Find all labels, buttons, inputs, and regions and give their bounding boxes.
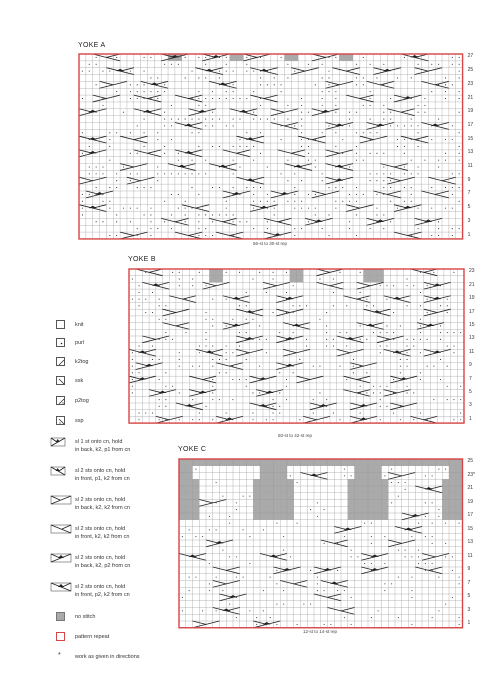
cable-2-2-right-purl-icon	[50, 553, 72, 563]
yoke-c-title: YOKE C	[178, 446, 207, 453]
yoke-b-caption: 50-st to 42-st rep	[277, 433, 313, 438]
row-number: 3	[467, 217, 471, 224]
ssp-symbol-icon	[56, 416, 65, 425]
row-number: 5	[469, 388, 472, 395]
row-number: 11	[467, 163, 473, 170]
k2tog-symbol-icon	[56, 357, 65, 366]
row-number: 7	[469, 375, 472, 382]
row-number: 5	[467, 204, 471, 211]
row-number: 9	[467, 176, 471, 183]
row-number: 7	[467, 579, 471, 586]
legend-label: k2tog	[75, 359, 89, 365]
yoke-b-chart	[128, 268, 465, 424]
yoke-a-caption: 56-st to 30-st rep	[252, 241, 288, 246]
legend-label: no stitch	[75, 614, 96, 620]
chartB-grid	[128, 268, 465, 424]
legend-label: knit	[75, 322, 84, 328]
legend-label: sl 1 st onto cn, hold in back, k2, p1 from cn	[75, 439, 131, 453]
chartC-grid	[178, 458, 464, 629]
legend-label: ssk	[75, 378, 84, 384]
row-number: 13	[467, 539, 474, 546]
row-number: 23*	[467, 471, 476, 478]
cable-2-2-left-purl-icon	[50, 582, 72, 592]
legend-label: sl 2 sts onto cn, hold in back, k2, p2 from cn	[75, 555, 131, 569]
yoke-c-chart	[178, 458, 464, 629]
row-number: 19	[469, 295, 475, 302]
row-number: 17	[467, 512, 474, 519]
row-number: 1	[467, 620, 471, 627]
p2tog-symbol-icon	[56, 396, 65, 405]
legend-label: work as given in directions	[75, 654, 140, 660]
yoke-b-title: YOKE B	[128, 256, 156, 263]
row-number: 19	[467, 108, 474, 115]
row-number: 25	[467, 458, 474, 465]
no-stitch-icon	[56, 612, 65, 621]
row-number: 13	[467, 149, 474, 156]
legend-label: sl 2 sts onto cn, hold in front, p2, k2 from cn	[75, 584, 130, 598]
row-number: 7	[467, 190, 471, 197]
row-number: 19	[467, 498, 474, 505]
row-number: 5	[467, 593, 471, 600]
legend-label: sl 2 sts onto cn, hold in front, p1, k2 from cn	[75, 468, 130, 482]
row-number: 13	[469, 335, 475, 342]
ssk-symbol-icon	[56, 376, 65, 385]
legend-label: p2tog	[75, 398, 89, 404]
row-number: 23	[467, 80, 474, 87]
row-number: 21	[467, 485, 474, 492]
purl-symbol-icon	[56, 338, 65, 347]
legend-label: pattern repeat	[75, 634, 110, 640]
row-number: 21	[467, 94, 474, 101]
row-number: 3	[467, 606, 471, 613]
row-number: 23	[469, 268, 475, 275]
row-number: 3	[469, 402, 472, 409]
pattern-repeat-icon	[56, 632, 65, 641]
row-number: 11	[469, 348, 475, 355]
legend-label: ssp	[75, 418, 84, 424]
asterisk-icon: *	[58, 652, 61, 659]
legend-label: sl 2 sts onto cn, hold in front, k2, k2 from cn	[75, 526, 130, 540]
cable-2-2-left-icon	[50, 524, 72, 534]
cable-2-2-right-icon	[50, 495, 72, 505]
chartA-grid	[78, 53, 464, 240]
row-number: 25	[467, 67, 474, 74]
row-number: 11	[467, 552, 473, 559]
yoke-c-caption: 12-st to 14-st rep	[302, 629, 338, 634]
cable-1-1-right-purl-icon	[50, 437, 72, 447]
cable-2-1-left-purl-icon	[50, 466, 72, 476]
row-number: 15	[469, 321, 475, 328]
knit-symbol-icon	[56, 320, 65, 329]
row-number: 15	[467, 525, 474, 532]
row-number: 17	[467, 121, 474, 128]
row-number: 17	[469, 308, 475, 315]
row-number: 9	[467, 566, 471, 573]
row-number: 1	[467, 231, 471, 238]
row-number: 27	[467, 53, 474, 60]
row-number: 15	[467, 135, 474, 142]
row-number: 21	[469, 281, 475, 288]
row-number: 1	[469, 415, 472, 422]
legend-label: sl 2 sts onto cn, hold in back, k2, k2 from cn	[75, 497, 131, 511]
legend-label: purl	[75, 340, 85, 346]
row-number: 9	[469, 362, 472, 369]
yoke-a-chart	[78, 53, 464, 240]
yoke-a-title: YOKE A	[78, 42, 106, 49]
